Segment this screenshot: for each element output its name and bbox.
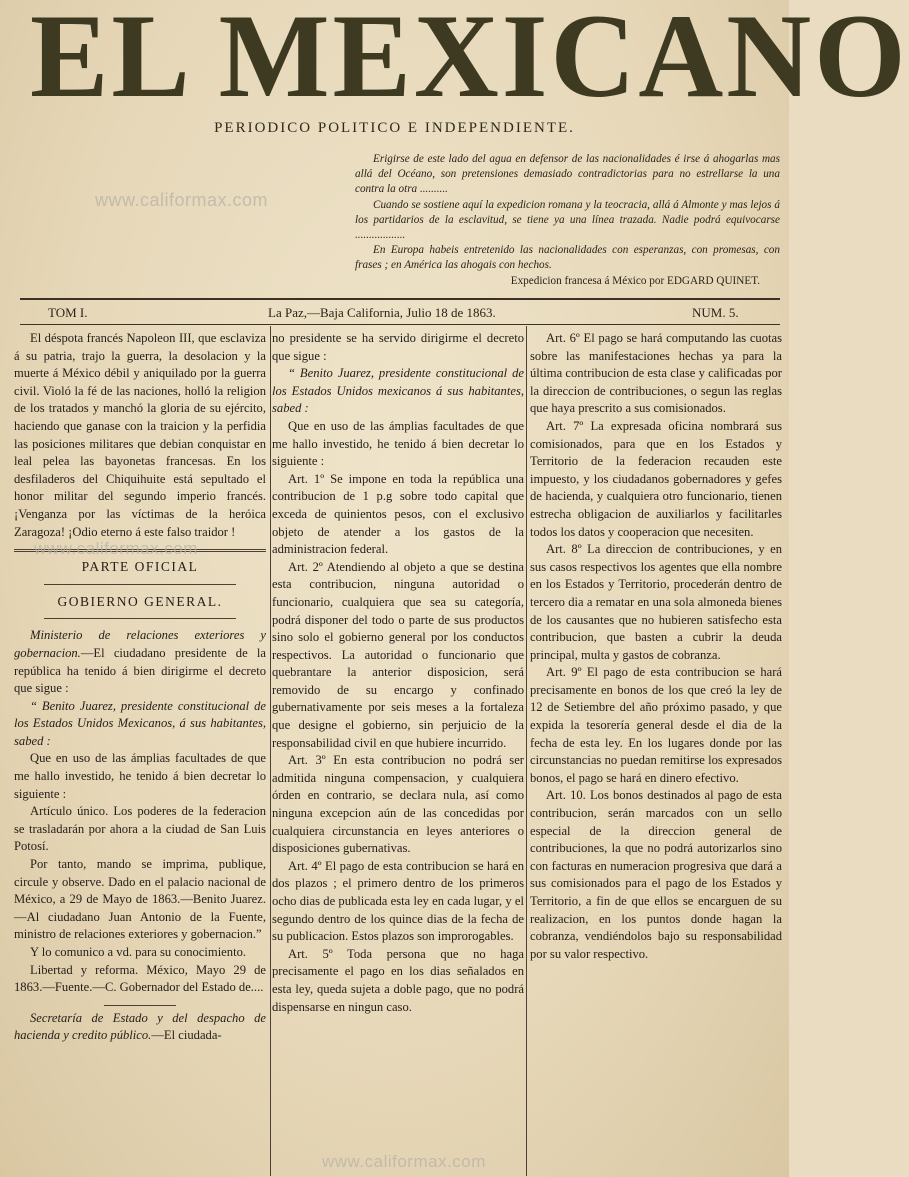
section-separator bbox=[44, 618, 236, 619]
epigraph-paragraph: Erigirse de este lado del agua en defensor de las nacionalidades é irse á ahogarlas mas allá del Océano, son pretensiones demasiado contradictorias para no estrellarse la una contra la otra .......... bbox=[355, 153, 780, 196]
decree-communication: Y lo comunico a vd. para su conocimiento. bbox=[30, 945, 247, 959]
epigraph-attribution: Expedicion francesa á México por EDGARD QUINET. bbox=[510, 274, 760, 287]
epigraph bbox=[355, 152, 780, 289]
volume-label: TOM I. bbox=[48, 305, 88, 320]
watermark-text: www.califormax.com bbox=[322, 1152, 486, 1171]
epigraph-paragraph: En Europa habeis entretenido las nacionalidades con esperanzas, con promesas, con frases ; en América las ahogais con hechos. bbox=[355, 244, 780, 272]
decree-article-5: Art. 5º Toda persona que no haga precisamente el pago en los dias señalados en esta ley, queda sujeta a doble pago, que no podrá dispensarse en ningun caso. bbox=[272, 946, 524, 1014]
decree-article-7: Art. 7º La expresada oficina nombrará sus comisionados, para que en los Estados y Territorio de la federacion recauden este impuesto, y los ciudadanos gobernadores y gefes de hacienda, y cualquiera otro funcionario, tienen estrecha obligacion de auxiliarlos y facilitarles todos los datos y cooperacion que necesiten. bbox=[530, 418, 782, 539]
secretaria-paragraph bbox=[14, 1010, 266, 1045]
header-rule bbox=[20, 298, 780, 300]
decree-article-3: Art. 3º En esta contribucion no podrá ser admitida ninguna compensacion, y cualquiera órden en contrario, se declara nula, así como ninguna excepcion aún de las concedidas por cualquiera circunstancia en leyes anteriores o disposiciones gubernativas. bbox=[272, 753, 524, 856]
watermark-text: www.califormax.com bbox=[95, 190, 269, 210]
section-separator bbox=[104, 1005, 176, 1006]
secretaria-heading: Secretaría de Estado y del despacho de hacienda y credito público. bbox=[14, 1010, 266, 1043]
section-heading-parte-oficial: PARTE OFICIAL bbox=[81, 559, 199, 575]
column-2 bbox=[272, 330, 524, 1170]
ministerio-paragraph bbox=[14, 627, 266, 697]
watermark-text: www.califormax.com bbox=[34, 539, 198, 559]
section-heading-gobierno: GOBIERNO GENERAL. bbox=[57, 593, 223, 609]
column-1 bbox=[14, 330, 266, 1170]
dateline-rule bbox=[20, 324, 780, 325]
decree-article-9: Art. 9º El pago de esta contribucion se hará precisamente en bonos de los que creó la ley de 12 de Setiembre del año próximo pasado, y que expida la tesorería general desde el dia de la fecha de esta ley. En los lugares donde por las circunstancias no puedan remitirse los expresados bonos, el pago se hará en dinero efectivo. bbox=[530, 665, 782, 785]
section-separator bbox=[44, 584, 236, 585]
decree-signature: Libertad y reforma. México, Mayo 29 de 1863.—Fuente.—C. Gobernador del Estado de.... bbox=[14, 962, 266, 995]
decree-closing: Por tanto, mando se imprima, publique, circule y observe. Dado en el palacio nacional de México, a 29 de Mayo de 1863.—Benito Juarez.—Al ciudadano Juan Antonio de la Fuente, ministro de relaciones exteriores y gobernacion.” bbox=[14, 857, 266, 942]
ministerio-text: —El ciudadano presidente de la república ha tenido á bien dirigirme el decreto que sigue : bbox=[14, 645, 266, 696]
masthead-title: EL MEXICANO bbox=[30, 0, 909, 122]
column-divider bbox=[270, 326, 271, 1176]
dateline bbox=[20, 305, 780, 323]
editorial-intro: El déspota francés Napoleon III, que esclaviza á su patria, trajo la guerra, la desolacion y la muerte á México débil y aniquilado por la guerra civil. Violó la fé de las naciones, holló la religion de los tratados y manchó la gloria de su ejército, haciendo que ganase con la traicion y la perfidia las posiciones militares que debian conquistar en leal pelea las bayonetas francesas. En los desfiladeros del Chiquihuite está sepultado el honor militar del segundo imperio francés. ¡Venganza por las víctimas de la heróica Zaragoza! ¡Odio eterno á este falso traidor ! bbox=[14, 331, 266, 539]
column-divider bbox=[526, 326, 527, 1176]
secretaria-text: —El ciudada- bbox=[151, 1028, 222, 1043]
decree-salutation: “ Benito Juarez, presidente constitucional de los Estados Unidos mexicanos á sus habitantes, sabed : bbox=[272, 366, 524, 416]
place-date: La Paz,—Baja California, Julio 18 de 1863. bbox=[268, 305, 496, 320]
decree-preamble: Que en uso de las ámplias facultades de que me hallo investido, he tenido á bien decretar lo siguiente : bbox=[272, 418, 524, 469]
decree-article-6: Art. 6º El pago se hará computando las cuotas sobre las manifestaciones hechas ya para la última contribucion de esta clase y calificadas por la direccion de contribuciones, o segun las reglas que haya prescrito a sus comisionados. bbox=[530, 331, 782, 416]
masthead-subtitle: PERIODICO POLITICO E INDEPENDIENTE. bbox=[214, 120, 575, 136]
issue-number: NUM. 5. bbox=[692, 305, 739, 320]
decree-article-10: Art. 10. Los bonos destinados al pago de esta contribucion, serán marcados con un sello especial de la direccion general de contribuciones, la que no podrá autorizarlos sino con facturas en numeracion progresiva que dará a sus comisionados para el pago de los Estados y Territorio, a fin de que ellos se encarguen de su realizacion, en los puntos donde hagan la cobranza, vendiéndolos bajo su responsabilidad por su valor respectivo. bbox=[530, 788, 782, 961]
ministerio-heading: Ministerio de relaciones exteriores y gobernacion. bbox=[14, 628, 266, 660]
decree-preamble: Que en uso de las ámplias facultades de que me hallo investido, he tenido á bien decretar lo siguiente : bbox=[14, 751, 266, 801]
column-3 bbox=[530, 330, 782, 1170]
decree-salutation: “ Benito Juarez, presidente constitucional de los Estados Unidos Mexicanos, á sus habitantes, sabed : bbox=[14, 698, 266, 748]
decree-article-8: Art. 8º La direccion de contribuciones, y en sus casos respectivos los agentes que ella nombre en los Estados y Territorio, procederán dentro de tercero dia a rematar en una sola almoneda bienes de los causantes que no hubieren satisfecho esta contribucion, que basten a cubrir la deuda principal, multa y gastos de cobranza. bbox=[530, 542, 782, 662]
decree-article-4: Art. 4º El pago de esta contribucion se hará en dos plazos ; el primero dentro de los primeros ocho dias de publicada esta ley en cada lugar, y el segundo dentro de los quince dias de la fecha de su publicacion. Estos plazos son improrogables. bbox=[272, 858, 524, 944]
decree-article: Artículo único. Los poderes de la federacion se trasladarán por ahora a la ciudad de San Luis Potosí. bbox=[14, 804, 266, 854]
decree-article-2: Art. 2º Atendiendo al objeto a que se destina esta contribucion, ninguna autoridad o funcionario, cualquiera que sea su categoría, podrá disponer del todo o parte de sus productos sino solo el gobierno general por los conductos respectivos. La autoridad o funcionario que quebrantare la anterior disposicion, será removido de su encargo y confinado gubernativamente por seis meses a la fortaleza que designe el gobierno, sin perjuicio de la responsabilidad civil en que hubiere incurrido. bbox=[272, 559, 524, 750]
decree-continuation: no presidente se ha servido dirigirme el decreto que sigue : bbox=[272, 331, 524, 363]
decree-article-1: Art. 1º Se impone en toda la república una contribucion de 1 p.g sobre todo capital que exceda de quinientos pesos, con el exclusivo objeto de atender a los gastos de la administracion federal. bbox=[272, 471, 524, 557]
epigraph-paragraph: Cuando se sostiene aquí la expedicion romana y la teocracia, allá á Almonte y mas lejos á los partidarios de la esclavitud, se tiene ya una línea trazada. Nadie podrá equivocarse .................. bbox=[355, 198, 780, 242]
